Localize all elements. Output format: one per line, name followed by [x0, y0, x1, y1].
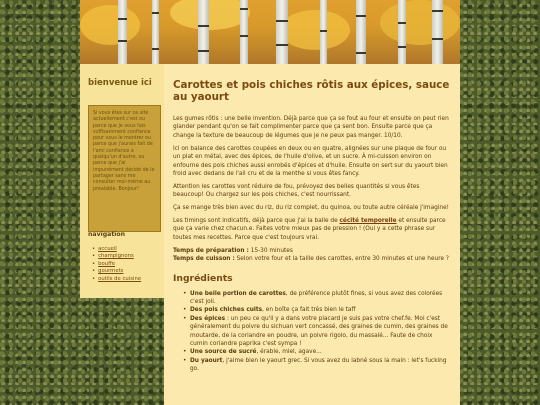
ingredient-item: • Une source de sucré, érable, miel, agave... [190, 348, 450, 356]
timing-paragraph: Les timings sont indicatifs, déjà parce que j'ai la balle de cécité temporelle et ensuite parce que ça varie chez chacun.e. Faites votre mieux pas de pression ! (Oui y a cette phrase sur toutes mes recettes. Parce que c'est toujours vrai. [173, 218, 446, 241]
ingredient-item: • Des pois chiches cuits, en boîte ça fait très bien le taff [190, 306, 450, 314]
nav-link-accueil[interactable]: • accueil [98, 246, 141, 253]
nav-list [98, 246, 141, 283]
nav-title: navigation [88, 231, 126, 238]
warning-paragraph: Attention les carottes vont réduire de fou, prévoyez des belles quantités si vous êtes beaucoup! Ou chargez sur les pois chiches, c'est nourrissant. [173, 183, 420, 199]
nav-link-bouffe[interactable]: • bouffe [98, 261, 141, 268]
serving-paragraph: Ça se mange très bien avec du riz, du riz complet, du quinoa, ou toute autre céréale j'imagine! [173, 205, 449, 212]
nav-link-champignons[interactable]: • champignons [98, 253, 141, 260]
cook-time: Temps de cuisson : Selon votre four et la taille des carottes, entre 30 minutes et une heure ? [173, 256, 449, 263]
ingredients-list [164, 290, 460, 374]
ingredient-item: • Des épices : un peu ce qu'il y a dans votre placard je suis pas votre chef.fe. Moi c'est généralement du poivre du sichuan vert concassé, des graines de cumin, des graines de moutarde, de la coriandre en poudre, un poivre rigolo, du massalé... Faute de choix cumin coriandre paprika c'est sympa ! [190, 315, 450, 349]
ingredient-item: • Une belle portion de carottes, de préférence plutôt fines, si vous avez des colorées c'est joli. [190, 290, 450, 307]
sidebar-title: bienvenue ici [88, 78, 152, 88]
cook-time-label: Temps de cuisson : [173, 256, 235, 263]
method-paragraph: Ici on balance des carottes coupées en deux ou en quatre, alignées sur une plaque de four ou un plat en métal, avec des épices, de l'huile d'olive, et un sucre. À mi-cuisson environ on enfourne des pois chiches aussi enrobés d'épices et d'huile. Ensuite on sert sur du yaourt bien froid avec dedans de l'ail cru et de la menthe si vous êtes fancy. [173, 145, 448, 177]
header-banner-image [80, 0, 460, 64]
recipe-content [164, 64, 460, 405]
ingredient-item: • Du yaourt, j'aime bien le yaourt grec. Si vous avez du labné sous la main : let's fucking go. [190, 357, 450, 374]
nav-link-outils[interactable]: • outils de cuisine [98, 276, 141, 283]
sidebar [80, 64, 164, 298]
nav-link-gourmets[interactable]: • gourmets [98, 268, 141, 275]
prep-time: Temps de préparation : 15-30 minutes [173, 247, 293, 254]
ingredients-heading: Ingrédients [173, 272, 233, 284]
prep-time-label: Temps de préparation : [173, 247, 249, 254]
time-blindness-link[interactable]: cécité temporelle [339, 218, 397, 225]
recipe-title: Carottes et pois chiches rôtis aux épices, sauce au yaourt [173, 79, 450, 103]
welcome-note: Si vous êtes sur ce site actuellement c'est ou parce que je vous fais suffisamment confiance pour vous le montrer ou parce que j'aurais fait de l'ami confiance à quelqu'un d'autre, ou parce que j'ai impunément décidé de le partager sans me consulter moi-même au préalable. Bonjour! [88, 105, 161, 232]
intro-paragraph: Les gumes rôtis : une belle invention. Déjà parce que ça se fout au four et ensuite on peut rien glander pendant qu'on se fait complimenter parce que ça sent bon. Ensuite parce que ça change la texture de beaucoup de légumes que je ne peux pas manger. 10/10. [173, 116, 449, 139]
